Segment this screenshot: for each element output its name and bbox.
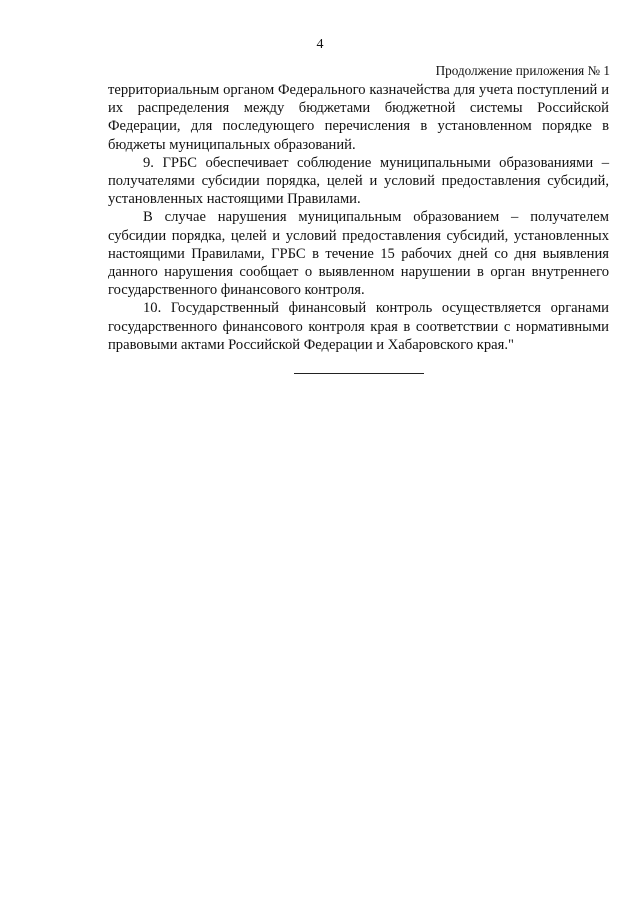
paragraph-item-10: 10. Государственный финансовый контроль осуществляется органами государственного финансового контроля края в соответствии с нормативными правовыми актами Российской Федерации и Хабаровского края." xyxy=(108,300,609,353)
end-divider xyxy=(294,373,424,374)
paragraph-item-9: 9. ГРБС обеспечивает соблюдение муниципальными образованиями – получателями субсидии порядка, целей и условий предоставления субсидий, установленных настоящими Правилами. xyxy=(108,154,609,208)
continuation-label: Продолжение приложения № 1 xyxy=(435,63,610,78)
page-number: 4 xyxy=(316,37,324,52)
paragraph-violation: В случае нарушения муниципальным образованием – получателем субсидии порядка, целей и условий предоставления субсидий, установленных настоящими Правилами, ГРБС в течение 15 рабочих дней со дня выявления данного нарушения сообщает о выявленном нарушении в орган внутреннего государственного финансового контроля. xyxy=(108,209,609,299)
paragraph-continuation: территориальным органом Федерального казначейства для учета поступлений и их распределения между бюджетами бюджетной системы Российской Федерации, для последующего перечисления в установленном порядке в бюджеты муниципальных образований. xyxy=(108,82,609,153)
body-text xyxy=(108,81,609,354)
